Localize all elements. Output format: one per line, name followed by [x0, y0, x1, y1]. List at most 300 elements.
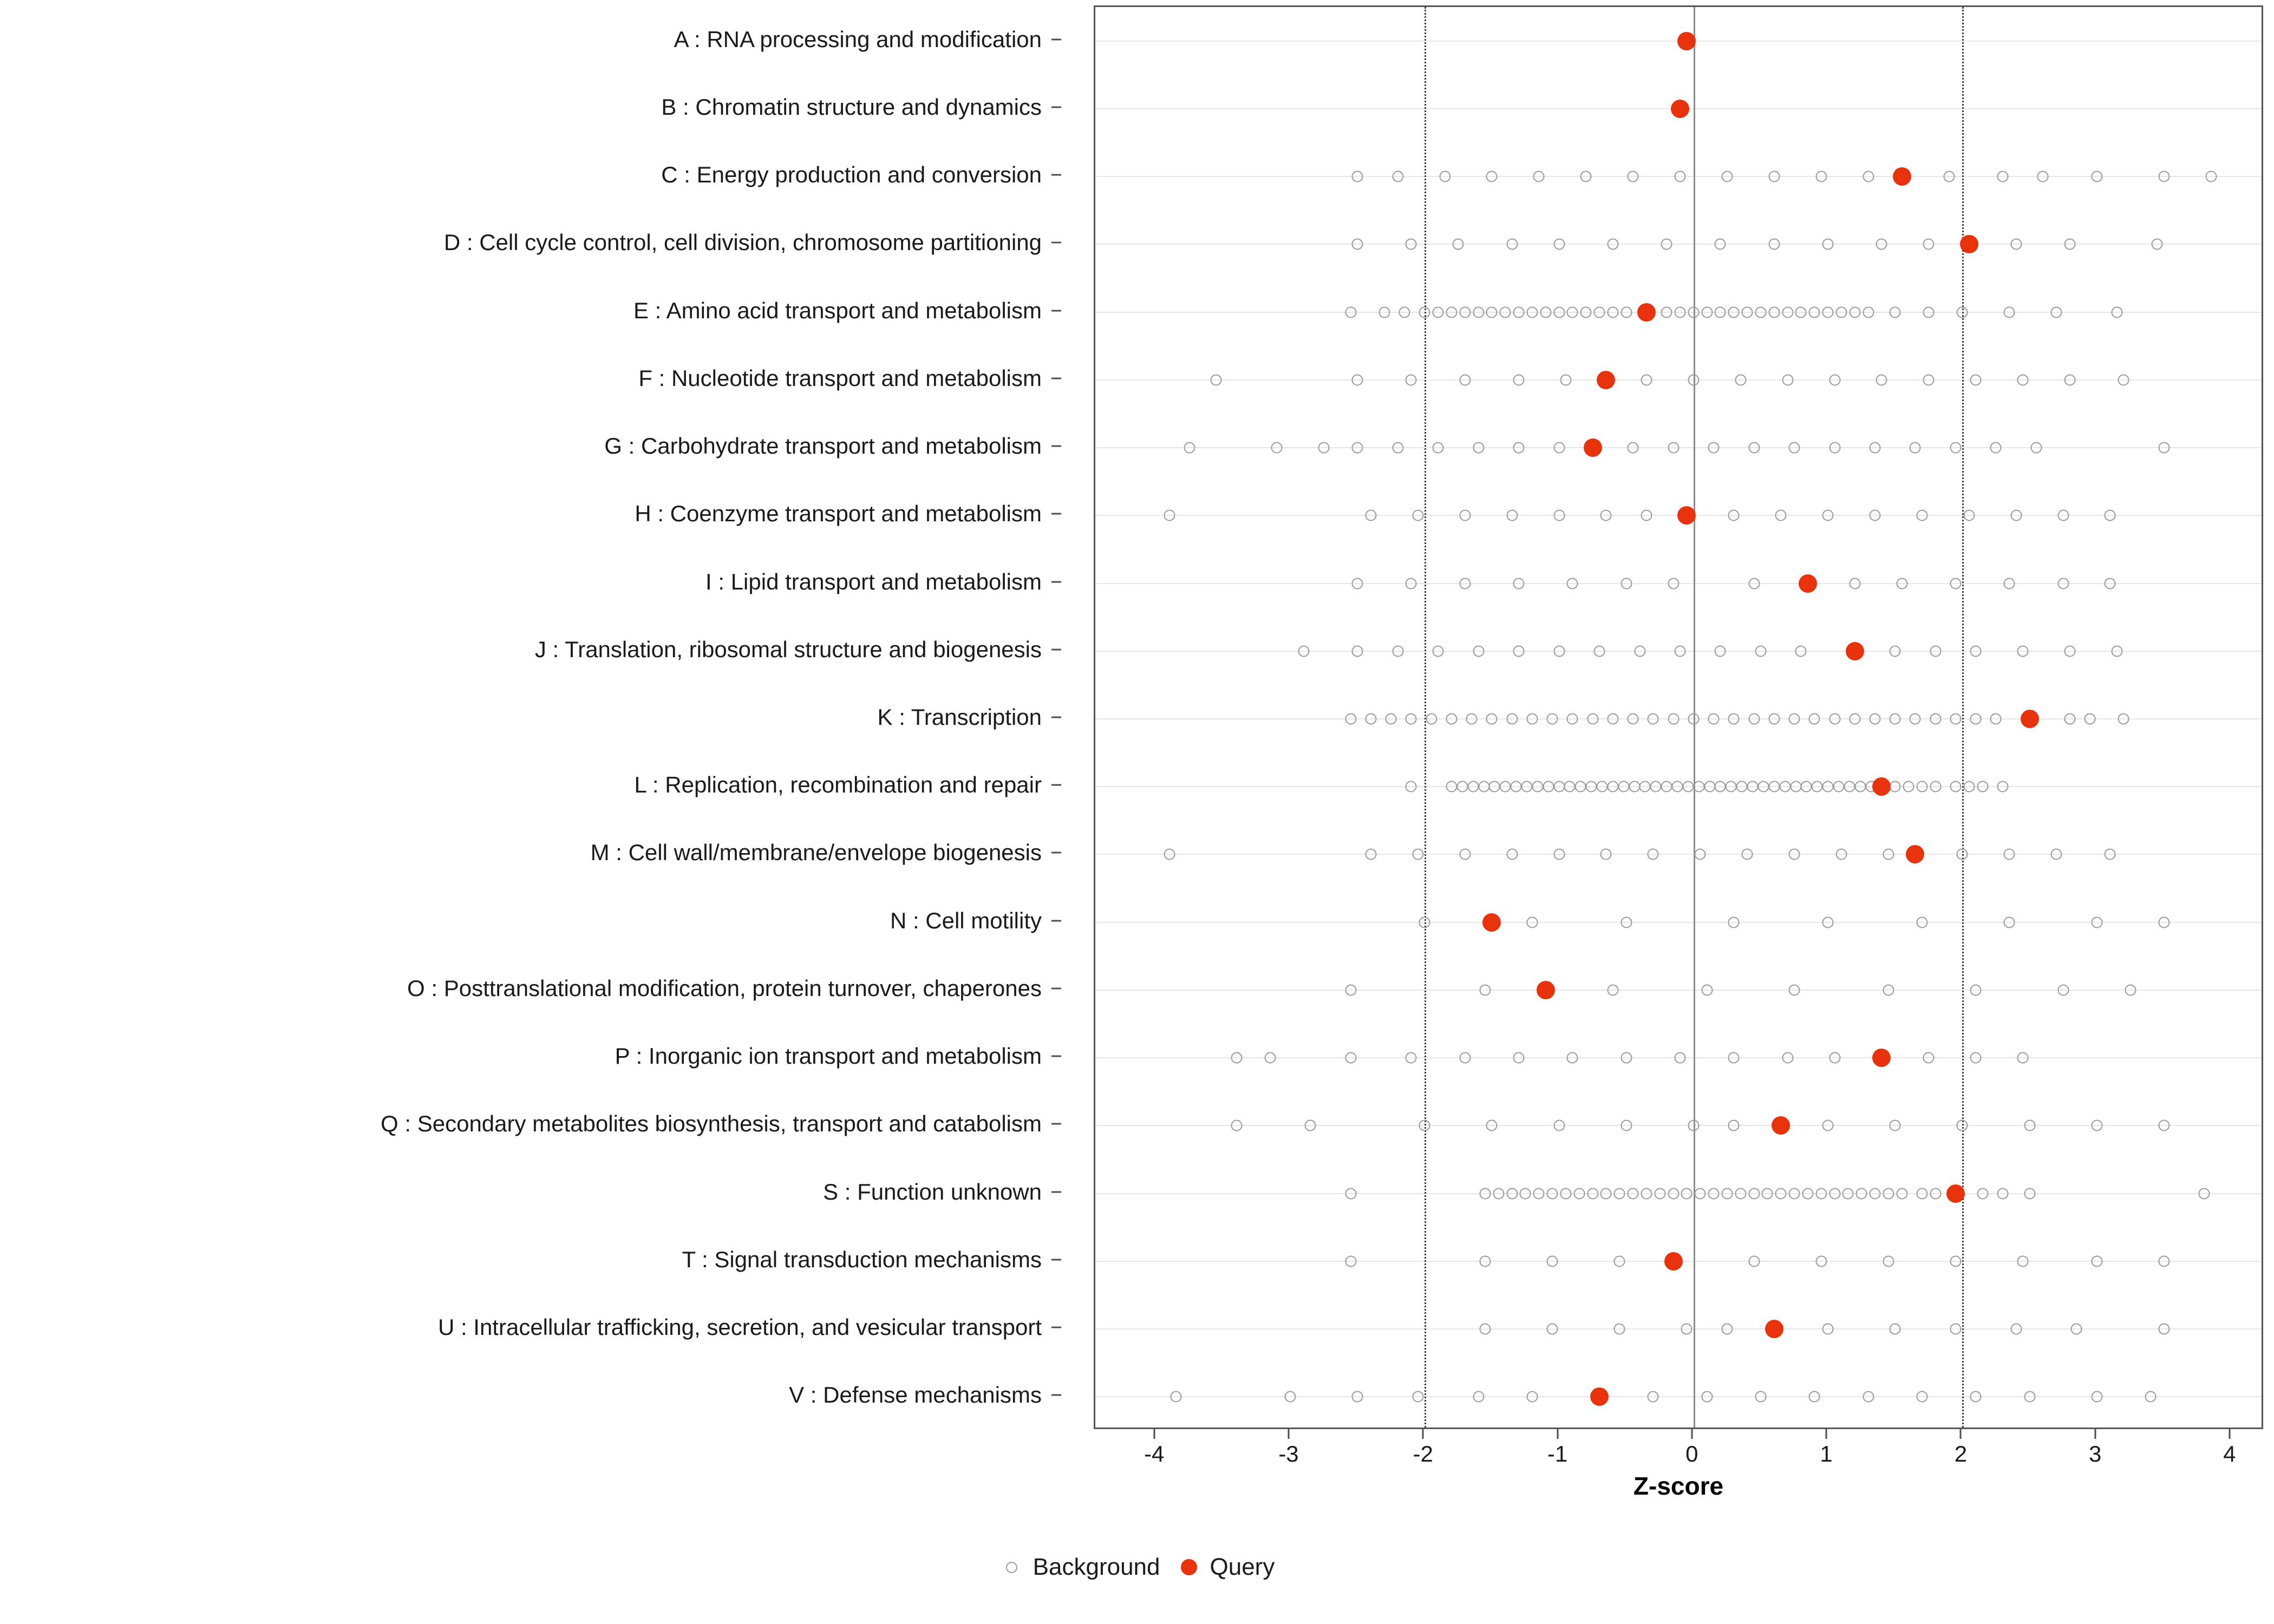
query-marker-icon	[1177, 1555, 1201, 1580]
background-point	[1392, 171, 1403, 182]
y-axis-label: L : Replication, recombination and repair	[634, 772, 1042, 798]
background-point	[1231, 1052, 1242, 1064]
background-point	[2064, 374, 2076, 385]
background-point	[1883, 984, 1894, 996]
background-point	[1620, 578, 1632, 589]
background-point	[1399, 306, 1410, 318]
background-point	[1511, 781, 1522, 793]
background-point	[1614, 1188, 1625, 1199]
background-point	[1547, 1324, 1558, 1335]
background-point	[1345, 1188, 1356, 1199]
legend	[0, 1554, 2274, 1581]
x-axis-tick-label: -1	[1547, 1441, 1568, 1466]
y-axis-tick	[1051, 174, 1061, 176]
x-axis-tick-label: 1	[1820, 1441, 1833, 1466]
background-point	[2091, 1255, 2102, 1267]
background-point	[1863, 1391, 1874, 1403]
background-point	[2004, 306, 2015, 318]
query-point[interactable]	[1893, 167, 1911, 186]
query-point[interactable]	[1946, 1184, 1965, 1203]
background-point	[1970, 645, 1982, 657]
background-point	[1607, 984, 1618, 996]
background-point	[1735, 1188, 1746, 1199]
background-point	[1553, 442, 1565, 454]
background-point	[1943, 171, 1955, 182]
background-point	[1513, 578, 1525, 589]
background-point	[1365, 849, 1376, 860]
background-point	[1597, 781, 1608, 793]
background-point	[1822, 239, 1834, 250]
background-point	[1473, 442, 1484, 454]
background-point	[2004, 849, 2015, 860]
background-point	[1506, 510, 1518, 521]
background-point	[1641, 374, 1652, 385]
background-point	[2205, 171, 2217, 182]
query-point[interactable]	[1765, 1320, 1783, 1338]
background-point	[1950, 781, 1961, 793]
background-point	[1726, 781, 1737, 793]
background-point	[1789, 713, 1800, 725]
background-point	[1345, 306, 1356, 318]
background-point	[1916, 916, 1927, 928]
background-point	[1890, 1324, 1901, 1335]
background-point	[1809, 713, 1820, 725]
background-point	[1883, 849, 1894, 860]
background-point	[1164, 510, 1175, 521]
query-point[interactable]	[1677, 32, 1696, 50]
query-point[interactable]	[1846, 642, 1864, 660]
background-point	[1829, 374, 1840, 385]
background-point	[1675, 1052, 1686, 1064]
background-point	[1728, 306, 1740, 318]
background-point	[2158, 1255, 2170, 1267]
background-point	[1628, 1188, 1639, 1199]
background-point	[1618, 781, 1629, 793]
background-point	[1419, 1120, 1430, 1131]
background-point	[1607, 306, 1618, 318]
background-point	[1742, 306, 1753, 318]
background-point	[1392, 442, 1403, 454]
background-point	[1500, 306, 1511, 318]
background-point	[1748, 578, 1760, 589]
background-point	[1688, 713, 1699, 725]
background-point	[1870, 510, 1881, 521]
background-point	[1829, 1188, 1840, 1199]
background-point	[1681, 1188, 1693, 1199]
y-axis-tick	[1051, 649, 1061, 650]
background-point	[1587, 1188, 1598, 1199]
background-point	[1870, 1188, 1881, 1199]
background-point	[1801, 781, 1812, 793]
background-point	[1264, 1052, 1276, 1064]
background-point	[1446, 306, 1457, 318]
background-point	[1715, 239, 1726, 250]
background-point	[1547, 1255, 1558, 1267]
y-axis-tick	[1051, 1327, 1061, 1328]
x-axis-tick	[1691, 1429, 1693, 1439]
background-point	[1352, 374, 1363, 385]
background-point	[2158, 1324, 2170, 1335]
background-point	[1782, 306, 1793, 318]
background-point	[1513, 306, 1525, 318]
background-point	[1748, 442, 1760, 454]
background-point	[1486, 171, 1498, 182]
background-point	[1695, 849, 1706, 860]
background-point	[1789, 849, 1800, 860]
legend-item-background	[999, 1554, 1160, 1581]
background-point	[1620, 916, 1632, 928]
query-point[interactable]	[1772, 1116, 1790, 1135]
background-point	[1480, 984, 1491, 996]
background-point	[1688, 374, 1699, 385]
y-axis-tick	[1051, 38, 1061, 40]
row-gridline	[1095, 990, 2262, 991]
background-point	[2010, 239, 2022, 250]
query-point[interactable]	[2021, 710, 2039, 728]
background-point	[1480, 1255, 1491, 1267]
background-point	[1870, 442, 1881, 454]
background-point	[1318, 442, 1330, 454]
background-point	[1721, 1188, 1733, 1199]
background-point	[1688, 306, 1699, 318]
background-point	[1755, 306, 1766, 318]
background-point	[1446, 713, 1457, 725]
background-point	[1628, 442, 1639, 454]
background-point	[1701, 984, 1713, 996]
background-point	[1459, 578, 1471, 589]
background-point	[1614, 1324, 1625, 1335]
threshold-line	[1962, 7, 1964, 1427]
background-point	[1675, 645, 1686, 657]
background-point	[1567, 713, 1578, 725]
query-point[interactable]	[1664, 1252, 1683, 1271]
background-point	[1648, 713, 1659, 725]
background-point	[1433, 645, 1444, 657]
background-point	[1526, 1391, 1538, 1403]
background-point	[1378, 306, 1390, 318]
background-point	[1459, 849, 1471, 860]
background-point	[1543, 781, 1554, 793]
y-axis-tick	[1051, 310, 1061, 311]
background-point	[1997, 1188, 2008, 1199]
background-point	[1506, 713, 1518, 725]
background-point	[2145, 1391, 2156, 1403]
background-point	[1950, 713, 1961, 725]
background-point	[1521, 781, 1532, 793]
query-point[interactable]	[1799, 574, 1817, 593]
background-point	[2064, 239, 2076, 250]
background-point	[2118, 374, 2129, 385]
y-axis-tick	[1051, 377, 1061, 379]
background-point	[1406, 1052, 1417, 1064]
x-axis-tick	[1826, 1429, 1827, 1439]
background-point	[1480, 1324, 1491, 1335]
background-point	[2111, 306, 2122, 318]
y-axis-tick	[1051, 1394, 1061, 1396]
background-point	[1923, 239, 1935, 250]
background-point	[1795, 645, 1807, 657]
background-point	[1854, 781, 1866, 793]
background-point	[1620, 1052, 1632, 1064]
background-point	[1923, 1052, 1935, 1064]
background-point	[1910, 713, 1921, 725]
background-point	[1594, 306, 1605, 318]
background-point	[1849, 578, 1860, 589]
background-point	[1634, 645, 1645, 657]
background-point	[1782, 1052, 1793, 1064]
background-point	[1406, 374, 1417, 385]
background-point	[1890, 1120, 1901, 1131]
background-point	[1533, 1188, 1545, 1199]
background-point	[1607, 781, 1618, 793]
background-point	[2091, 1391, 2102, 1403]
background-point	[2057, 578, 2069, 589]
background-point	[1553, 239, 1565, 250]
background-point	[1567, 306, 1578, 318]
background-point	[1560, 374, 1571, 385]
background-point	[1896, 1188, 1907, 1199]
background-point	[1930, 1188, 1941, 1199]
background-point	[1970, 984, 1982, 996]
y-axis-tick	[1051, 446, 1061, 447]
background-point	[1365, 713, 1376, 725]
query-point[interactable]	[1872, 777, 1891, 796]
background-point	[1607, 239, 1618, 250]
query-point[interactable]	[1584, 438, 1602, 457]
background-point	[1910, 442, 1921, 454]
y-axis-label: E : Amino acid transport and metabolism	[633, 297, 1042, 323]
y-axis-label: P : Inorganic ion transport and metabolism	[615, 1043, 1042, 1069]
background-point	[1822, 1120, 1834, 1131]
background-point	[1406, 239, 1417, 250]
legend-label-query: Query	[1210, 1554, 1275, 1580]
query-point[interactable]	[1590, 1387, 1609, 1406]
background-point	[1526, 916, 1538, 928]
row-gridline	[1095, 379, 2262, 381]
background-point	[1639, 781, 1651, 793]
background-point	[1532, 781, 1543, 793]
background-point	[1459, 510, 1471, 521]
background-point	[1668, 1188, 1679, 1199]
background-point	[1704, 781, 1715, 793]
background-point	[1580, 306, 1592, 318]
background-point	[1963, 781, 1975, 793]
background-point	[1930, 713, 1941, 725]
background-point	[1650, 781, 1662, 793]
x-axis-tick	[2229, 1429, 2230, 1439]
background-point	[1890, 645, 1901, 657]
query-point[interactable]	[1637, 303, 1656, 322]
background-point	[1406, 713, 1417, 725]
query-point[interactable]	[1597, 371, 1615, 389]
background-point	[1876, 374, 1887, 385]
row-gridline	[1095, 1396, 2262, 1397]
query-point[interactable]	[1537, 981, 1555, 999]
y-axis-label: Q : Secondary metabolites biosynthesis, transport and catabolism	[381, 1111, 1042, 1137]
background-point	[2024, 1391, 2035, 1403]
background-point	[1386, 713, 1397, 725]
background-point	[1467, 781, 1479, 793]
background-point	[1547, 713, 1558, 725]
background-point	[1575, 781, 1586, 793]
background-point	[1815, 1188, 1827, 1199]
background-point	[1755, 645, 1766, 657]
background-point	[1567, 1052, 1578, 1064]
background-point	[1883, 1255, 1894, 1267]
background-point	[1997, 171, 2008, 182]
x-axis-ticks	[1094, 1429, 2263, 1467]
background-point	[1439, 171, 1450, 182]
background-point	[1728, 1120, 1740, 1131]
query-point[interactable]	[1872, 1049, 1891, 1067]
background-point	[1506, 849, 1518, 860]
row-gridline	[1095, 922, 2262, 923]
background-point	[1822, 1324, 1834, 1335]
background-point	[2158, 916, 2170, 928]
background-point	[1782, 374, 1793, 385]
background-point	[1829, 442, 1840, 454]
background-point	[2152, 239, 2163, 250]
background-point	[1930, 645, 1941, 657]
query-point[interactable]	[1906, 845, 1924, 863]
background-point	[1748, 713, 1760, 725]
background-point	[1433, 306, 1444, 318]
background-point	[2158, 171, 2170, 182]
background-point	[1560, 1188, 1571, 1199]
background-point	[2118, 713, 2129, 725]
background-point	[1473, 1391, 1484, 1403]
background-point	[1352, 578, 1363, 589]
background-point	[1170, 1391, 1181, 1403]
background-point	[1916, 781, 1927, 793]
background-point	[1768, 781, 1780, 793]
background-point	[1553, 781, 1565, 793]
background-point	[1728, 1052, 1740, 1064]
y-axis-tick	[1051, 242, 1061, 244]
x-axis-tick-label: 2	[1954, 1441, 1968, 1466]
background-point	[1812, 781, 1823, 793]
background-point	[1553, 849, 1565, 860]
background-point	[1628, 171, 1639, 182]
background-point	[1493, 1188, 1504, 1199]
background-point	[1352, 239, 1363, 250]
x-axis-tick	[1422, 1429, 1424, 1439]
y-axis-tick	[1051, 581, 1061, 582]
background-point	[1211, 374, 1222, 385]
background-point	[1681, 1324, 1693, 1335]
background-point	[1833, 781, 1844, 793]
background-point	[1970, 1052, 1982, 1064]
background-point	[1661, 239, 1672, 250]
background-point	[1835, 849, 1847, 860]
background-point	[1352, 171, 1363, 182]
background-point	[1433, 442, 1444, 454]
background-point	[1688, 1120, 1699, 1131]
row-gridline	[1095, 854, 2262, 855]
background-point	[1466, 713, 1478, 725]
background-point	[1345, 1255, 1356, 1267]
background-point	[1352, 1391, 1363, 1403]
background-point	[1661, 306, 1672, 318]
y-axis-tick	[1051, 1056, 1061, 1057]
background-point	[1614, 1255, 1625, 1267]
background-point	[1473, 645, 1484, 657]
background-point	[1789, 1188, 1800, 1199]
background-point	[1856, 1188, 1867, 1199]
background-point	[1419, 306, 1430, 318]
background-point	[1587, 713, 1598, 725]
background-point	[1526, 306, 1538, 318]
y-axis-label: K : Transcription	[877, 704, 1042, 730]
background-point	[1506, 239, 1518, 250]
y-axis-label: G : Carbohydrate transport and metabolism	[604, 433, 1042, 459]
background-point	[1675, 171, 1686, 182]
background-point	[2105, 849, 2116, 860]
background-point	[1654, 1188, 1665, 1199]
background-point	[1736, 781, 1748, 793]
background-point	[1822, 781, 1834, 793]
background-point	[1365, 510, 1376, 521]
background-point	[1903, 781, 1914, 793]
y-axis-label: B : Chromatin structure and dynamics	[661, 94, 1042, 120]
background-point	[1486, 713, 1498, 725]
background-point	[1506, 1188, 1518, 1199]
background-point	[2004, 578, 2015, 589]
plot-panel	[1094, 5, 2263, 1429]
background-point	[1977, 1188, 1988, 1199]
background-point	[1412, 849, 1423, 860]
background-point	[1553, 1120, 1565, 1131]
background-point	[1748, 1188, 1760, 1199]
x-axis-tick-label: -4	[1144, 1441, 1165, 1466]
background-point	[1473, 306, 1484, 318]
background-point	[2071, 1324, 2082, 1335]
background-point	[1620, 306, 1632, 318]
background-point	[2051, 306, 2062, 318]
background-point	[2091, 171, 2102, 182]
background-point	[1695, 1188, 1706, 1199]
y-axis-tick	[1051, 784, 1061, 786]
background-point	[1600, 510, 1612, 521]
background-point	[1668, 578, 1679, 589]
y-axis-label: D : Cell cycle control, cell division, chromosome partitioning	[443, 230, 1042, 256]
query-point[interactable]	[1677, 506, 1696, 525]
background-point	[1742, 849, 1753, 860]
background-point	[2057, 984, 2069, 996]
background-point	[1489, 781, 1500, 793]
background-point	[2064, 645, 2076, 657]
background-point	[1789, 442, 1800, 454]
background-point	[1876, 239, 1887, 250]
background-point	[1564, 781, 1576, 793]
background-point	[1648, 849, 1659, 860]
y-axis-tick	[1051, 1123, 1061, 1125]
y-axis-tick	[1051, 1259, 1061, 1260]
background-point	[2057, 510, 2069, 521]
background-point	[1916, 1188, 1927, 1199]
background-point	[2158, 1120, 2170, 1131]
background-point	[1453, 239, 1464, 250]
query-point[interactable]	[1960, 235, 1978, 253]
background-point	[1957, 849, 1968, 860]
background-point	[1641, 1188, 1652, 1199]
background-point	[2091, 1120, 2102, 1131]
background-point	[1916, 510, 1927, 521]
y-axis-tick	[1051, 852, 1061, 854]
background-point	[1728, 510, 1740, 521]
query-point[interactable]	[1671, 100, 1689, 118]
query-point[interactable]	[1482, 913, 1501, 932]
